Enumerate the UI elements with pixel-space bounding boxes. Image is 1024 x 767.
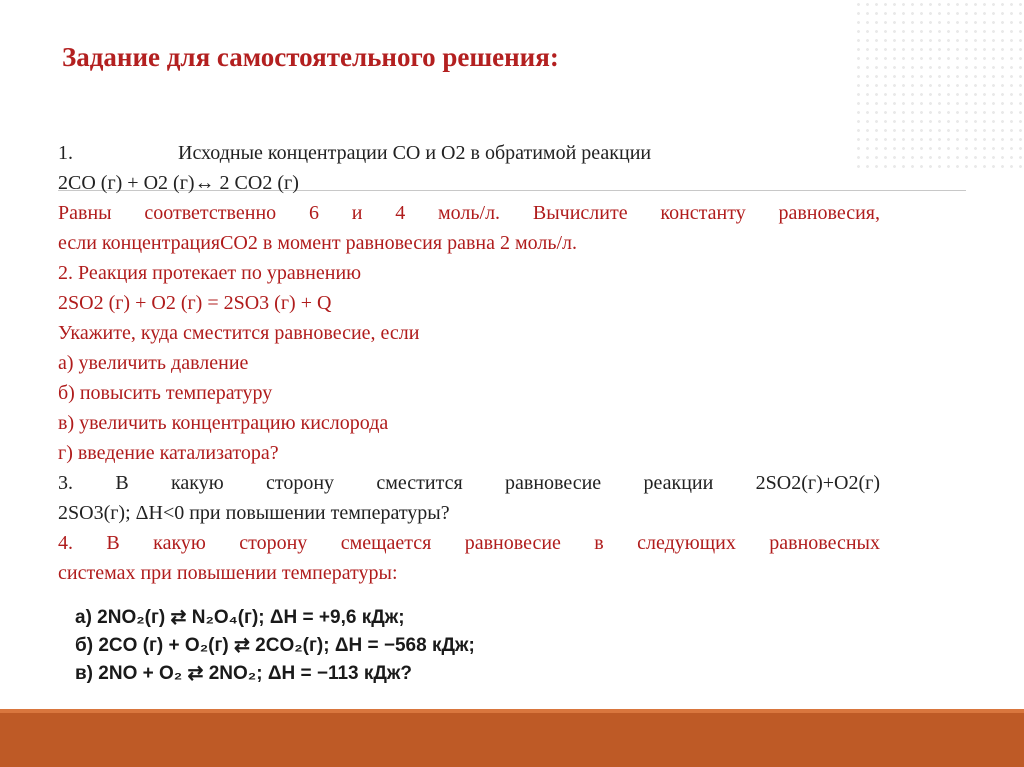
task2-reaction: 2SO2 (г) + O2 (г) = 2SO3 (г) + Q (58, 292, 332, 314)
task1-intro-line (58, 138, 880, 168)
task1-text-line1: Равны соответственно 6 и 4 моль/л. Вычислите константу равновесия, (58, 202, 880, 224)
task4-line2: системах при повышении температуры: (58, 562, 398, 584)
task2-question: Укажите, куда сместится равновесие, если (58, 322, 420, 344)
task4-line1: 4. В какую сторону смещается равновесие в следующих равновесных (58, 532, 880, 554)
equations-image (75, 604, 475, 688)
slide-body (58, 138, 880, 588)
task2-option-c: в) увеличить концентрацию кислорода (58, 412, 389, 434)
slide-title: Задание для самостоятельного решения: (62, 42, 559, 72)
task1-text-line2: если концентрацияCO2 в момент равновесия равна 2 моль/л. (58, 232, 578, 254)
task2-option-a: а) увеличить давление (58, 352, 249, 374)
task1-number: 1. (58, 142, 73, 164)
task3-line1: 3. В какую сторону сместится равновесие реакции 2SO2(г)+O2(г) (58, 472, 880, 494)
equation-b: б) 2CO (г) + O₂(г) ⇄ 2CO₂(г); ΔH = −568 кДж; (75, 635, 475, 656)
task2-option-b: б) повысить температуру (58, 382, 273, 404)
task3-line2: 2SO3(г); ΔH<0 при повышении температуры? (58, 502, 450, 524)
equation-a: а) 2NO₂(г) ⇄ N₂O₄(г); ΔH = +9,6 кДж; (75, 607, 405, 628)
footer-bar (0, 713, 1024, 767)
task2-header: 2. Реакция протекает по уравнению (58, 262, 362, 284)
task1-intro: Исходные концентрации CO и О2 в обратимой реакции (178, 142, 652, 164)
task1-reaction: 2CO (г) + O2 (г)↔ 2 CO2 (г) (58, 172, 299, 194)
task2-option-d: г) введение катализатора? (58, 442, 279, 464)
equation-c: в) 2NO + O₂ ⇄ 2NO₂; ΔH = −113 кДж? (75, 663, 412, 684)
